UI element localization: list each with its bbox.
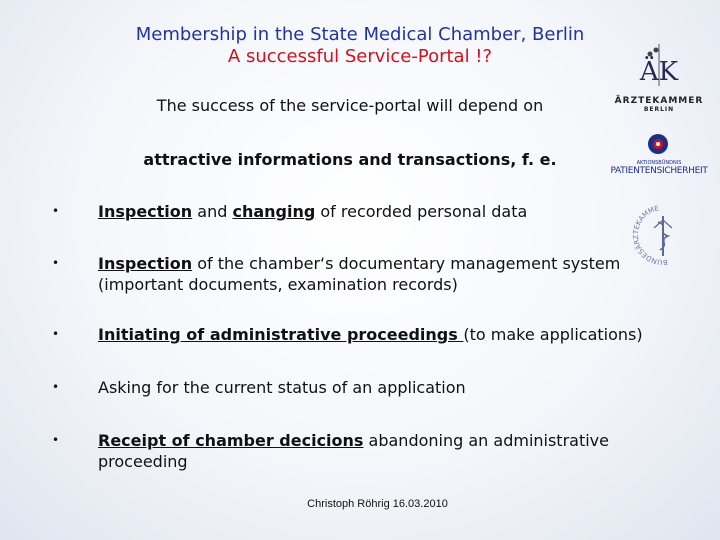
intro-text: The success of the service-portal will depend on (156, 96, 544, 115)
aps-label-2: PATIENTENSICHERHEIT (610, 166, 708, 176)
slide-title (0, 24, 720, 68)
bullet-dot: • (52, 327, 60, 341)
bullet-dot: • (52, 204, 60, 218)
bullet-5-rest: abandoning an administrative proceeding (98, 431, 609, 471)
title-line-1: Membership in the State Medical Chamber, Berlin (135, 24, 585, 45)
aps-label-1: AKTIONSBÜNDNIS (636, 160, 682, 166)
aek-label-2: BERLIN (643, 106, 675, 113)
baek-seal-text: BUNDESÄRZTEKAMMER (631, 204, 668, 267)
bullet-1-underlined: Inspection (98, 202, 193, 221)
bullet-2-rest: of the chamber‘s documentary management system (important documents, examination records) (98, 254, 621, 294)
bullet-2-underlined: Inspection (98, 254, 193, 273)
title-line-2: A successful Service-Portal !? (227, 46, 493, 67)
aek-label-1: ÄRZTEKAMMER (614, 96, 704, 106)
bullet-3-underlined: Initiating of administrative proceedings (98, 325, 464, 344)
bullet-1-mid: and (192, 202, 233, 221)
bullet-dot: • (52, 380, 60, 394)
bullet-text (98, 430, 662, 472)
bullet-text (98, 253, 662, 295)
aek-mark-icon (614, 40, 704, 92)
bullet-text (98, 324, 662, 345)
bullet-text: Asking for the current status of an application (98, 378, 466, 397)
bullet-dot: • (52, 433, 60, 447)
intro-bold-text: attractive informations and transactions, f. e. (143, 150, 557, 169)
bullet-5-underlined: Receipt of chamber decicions (98, 431, 364, 450)
bullet-3-rest: (to make applications) (463, 325, 643, 344)
bullet-text (98, 201, 662, 222)
bullet-1-underlined-2: changing (232, 202, 316, 221)
bullet-1-rest: of recorded personal data (315, 202, 528, 221)
footer-author-date: Christoph Röhrig 16.03.2010 (307, 498, 448, 510)
bullet-dot: • (52, 256, 60, 270)
aek-mark-text: ÄK (639, 57, 679, 87)
